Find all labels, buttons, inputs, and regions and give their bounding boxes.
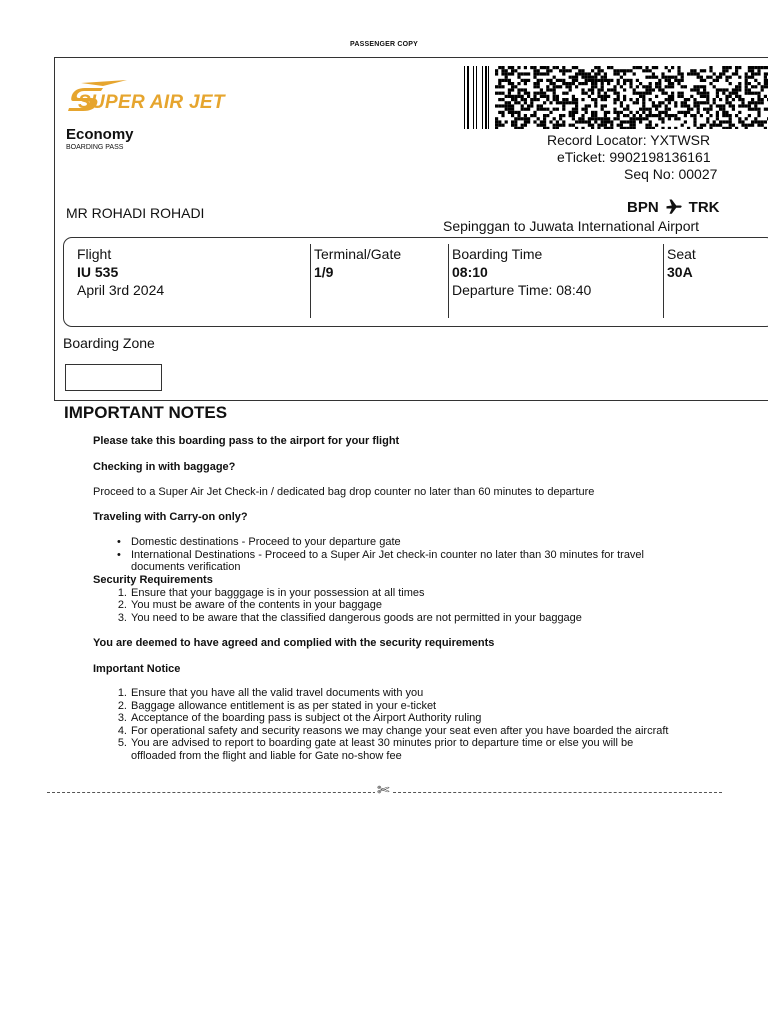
baggage-text: Proceed to a Super Air Jet Check-in / dedicated bag drop counter no later than 60 minutes to departure bbox=[93, 486, 595, 498]
departure-time: Departure Time: 08:40 bbox=[452, 282, 592, 298]
route-codes bbox=[627, 198, 720, 216]
cabin-class: Economy bbox=[66, 126, 134, 143]
baggage-heading: Checking in with baggage? bbox=[93, 461, 236, 473]
brand-name: SUPER AIR JET bbox=[78, 92, 225, 113]
sequence-number: Seq No: 00027 bbox=[624, 166, 718, 182]
list-item: 2. You must be aware of the contents in your baggage bbox=[117, 599, 382, 611]
seat-cell bbox=[667, 245, 696, 281]
important-notes-title: IMPORTANT NOTES bbox=[64, 403, 228, 422]
boarding-time-label: Boarding Time bbox=[452, 246, 543, 262]
terminal-gate-value: 1/9 bbox=[314, 264, 334, 280]
boarding-pass-label: BOARDING PASS bbox=[66, 144, 124, 151]
info-divider bbox=[310, 244, 311, 318]
boarding-zone-label: Boarding Zone bbox=[63, 335, 155, 351]
list-item-continuation: documents verification bbox=[131, 561, 241, 573]
list-item-continuation: offloaded from the flight and liable for Gate no-show fee bbox=[131, 749, 402, 762]
agreement-note: You are deemed to have agreed and complied with the security requirements bbox=[93, 637, 495, 649]
destination-code: TRK bbox=[688, 198, 720, 216]
list-item: 1. Ensure that you have all the valid travel documents with you bbox=[117, 687, 424, 699]
boarding-time-cell bbox=[452, 245, 591, 299]
airplane-icon bbox=[662, 198, 686, 216]
seat-value: 30A bbox=[667, 264, 693, 280]
info-divider bbox=[663, 244, 664, 318]
seat-label: Seat bbox=[667, 246, 696, 262]
scissors-icon: ✄ bbox=[377, 782, 390, 799]
flight-cell bbox=[77, 245, 164, 299]
route-description: Sepinggan to Juwata International Airport bbox=[443, 218, 700, 234]
list-item: 5. You are advised to report to boarding gate at least 30 minutes prior to departure time or else you will be bbox=[117, 737, 634, 749]
boarding-time-value: 08:10 bbox=[452, 264, 488, 280]
terminal-gate-cell bbox=[314, 245, 401, 281]
take-pass-note: Please take this boarding pass to the airport for your flight bbox=[93, 435, 400, 447]
list-item: • International Destinations - Proceed to a Super Air Jet check-in counter no later than 30 minutes for travel bbox=[117, 548, 644, 561]
list-item: • Domestic destinations - Proceed to your departure gate bbox=[117, 536, 401, 548]
boarding-zone-box bbox=[65, 364, 162, 391]
list-item: 2. Baggage allowance entitlement is as per stated in your e-ticket bbox=[117, 699, 437, 712]
origin-code: BPN bbox=[627, 198, 659, 216]
security-heading: Security Requirements bbox=[93, 574, 213, 586]
flight-date: April 3rd 2024 bbox=[77, 282, 165, 298]
list-item: 4. For operational safety and security reasons we may change your seat even after you have boarded the aircraft bbox=[117, 724, 669, 737]
passenger-name: MR ROHADI ROHADI bbox=[66, 205, 205, 221]
carryon-heading: Traveling with Carry-on only? bbox=[93, 511, 248, 523]
notice-heading: Important Notice bbox=[93, 663, 181, 675]
flight-number: IU 535 bbox=[77, 264, 119, 280]
list-item: 1. Ensure that your bagggage is in your possession at all times bbox=[117, 586, 425, 599]
info-divider bbox=[448, 244, 449, 318]
record-locator: Record Locator: YXTWSR bbox=[547, 132, 711, 148]
eticket-number: eTicket: 9902198136161 bbox=[557, 149, 711, 165]
passenger-copy-label: PASSENGER COPY bbox=[349, 41, 419, 48]
terminal-gate-label: Terminal/Gate bbox=[314, 246, 402, 262]
flight-label: Flight bbox=[77, 246, 112, 262]
barcode-image bbox=[461, 66, 768, 129]
list-item: 3. Acceptance of the boarding pass is subject ot the Airport Authority ruling bbox=[117, 712, 482, 724]
list-item: 3. You need to be aware that the classified dangerous goods are not permitted in your baggage bbox=[117, 611, 582, 624]
